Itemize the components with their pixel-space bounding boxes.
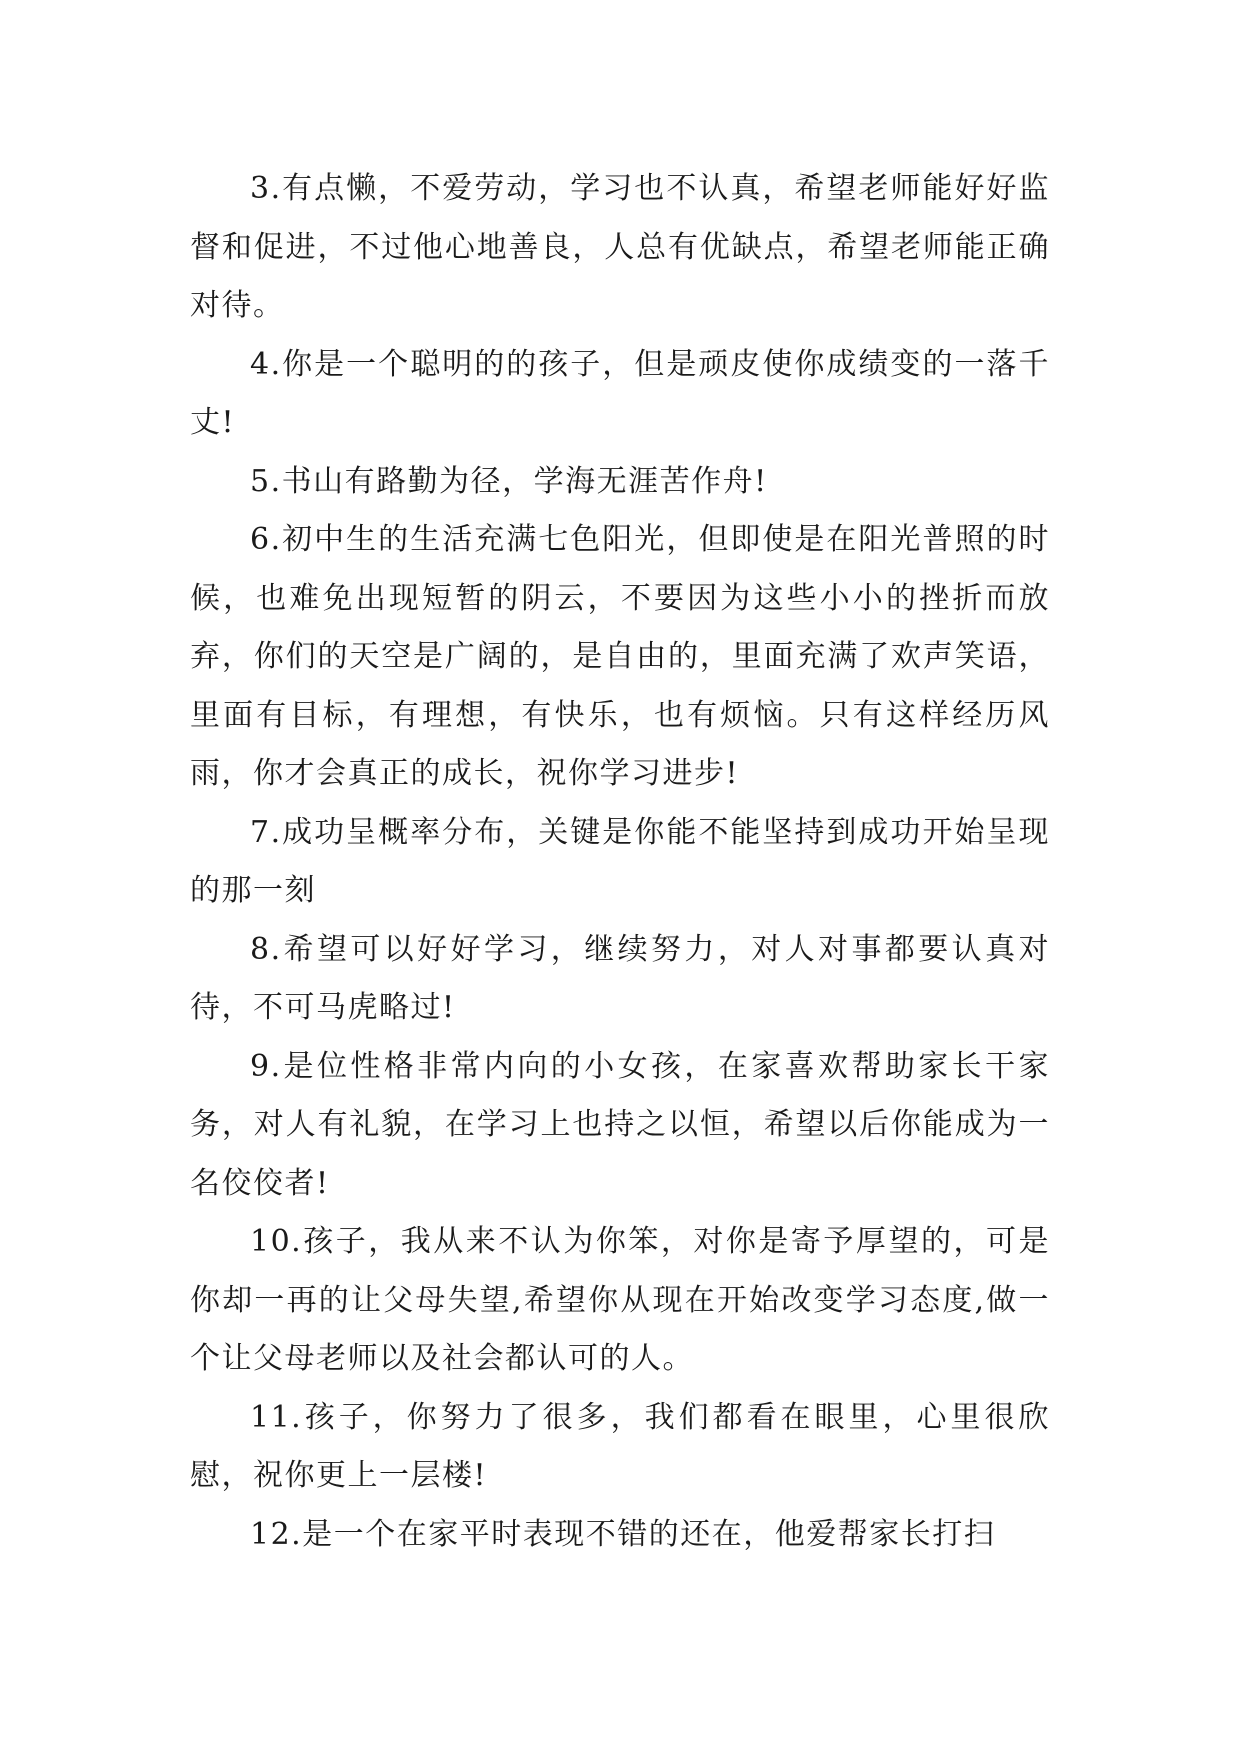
- paragraph-3: 3.有点懒，不爱劳动，学习也不认真，希望老师能好好监督和促进，不过他心地善良，人总有优缺点，希望老师能正确对待。: [190, 171, 1050, 323]
- paragraph-11: 11.孩子，你努力了很多，我们都看在眼里，心里很欣慰，祝你更上一层楼!: [190, 1399, 1050, 1493]
- document-body: [190, 160, 1050, 1564]
- paragraph-4: 4.你是一个聪明的的孩子，但是顽皮使你成绩变的一落千丈!: [190, 346, 1050, 440]
- paragraph-9: 9.是位性格非常内向的小女孩，在家喜欢帮助家长干家务，对人有礼貌，在学习上也持之以恒，希望以后你能成为一名佼佼者!: [190, 1048, 1050, 1201]
- paragraph-6: 6.初中生的生活充满七色阳光，但即使是在阳光普照的时候，也难免出现短暂的阴云，不要因为这些小小的挫折而放弃，你们的天空是广阔的，是自由的，里面充满了欢声笑语，里面有目标，有理想，有快乐，也有烦恼。只有这样经历风雨，你才会真正的成长，祝你学习进步!: [190, 522, 1050, 791]
- paragraph-5: 5.书山有路勤为径，学海无涯苦作舟!: [250, 463, 768, 499]
- paragraph-7: 7.成功呈概率分布，关键是你能不能坚持到成功开始呈现的那一刻: [190, 814, 1050, 908]
- paragraph-12: 12.是一个在家平时表现不错的还在，他爱帮家长打扫: [250, 1516, 996, 1552]
- paragraph-10: 10.孩子，我从来不认为你笨，对你是寄予厚望的，可是你却一再的让父母失望,希望你从现在开始改变学习态度,做一个让父母老师以及社会都认可的人。: [190, 1224, 1050, 1376]
- paragraph-8: 8.希望可以好好学习，继续努力，对人对事都要认真对待，不可马虎略过!: [190, 931, 1050, 1025]
